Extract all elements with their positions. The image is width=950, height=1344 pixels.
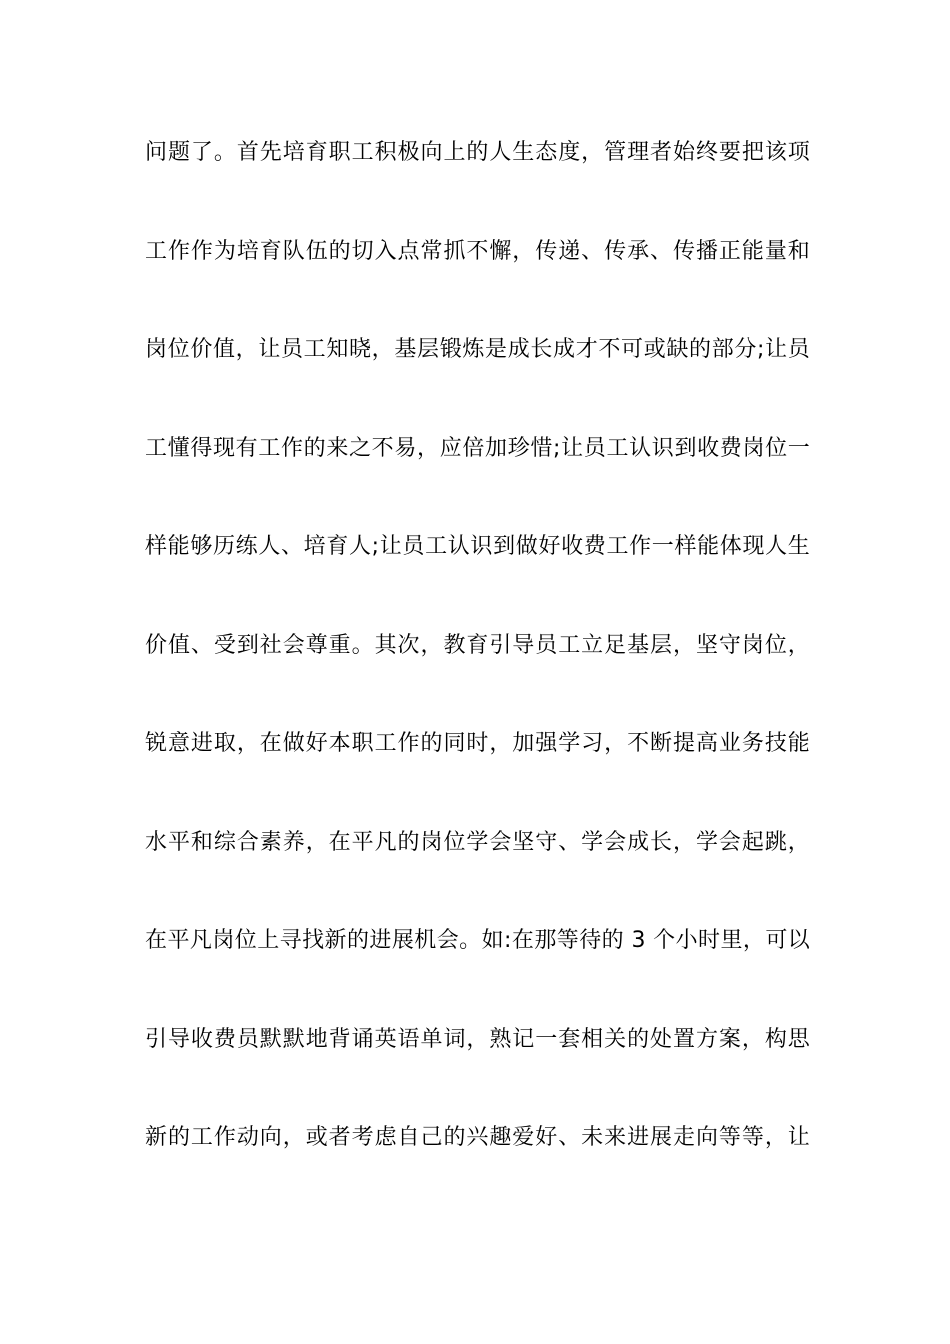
- text-line: 岗位价值，让员工知晓，基层锻炼是成长成才不可或缺的部分;让员: [145, 337, 810, 362]
- text-line: 工作作为培育队伍的切入点常抓不懈，传递、传承、传播正能量和: [145, 238, 810, 264]
- text-line: 水平和综合素养，在平凡的岗位学会坚守、学会成长，学会起跳，: [145, 829, 810, 855]
- text-line: 问题了。首先培育职工积极向上的人生态度，管理者始终要把该项: [145, 140, 810, 165]
- text-line: 新的工作动向，或者考虑自己的兴趣爱好、未来进展走向等等，让: [145, 1125, 810, 1150]
- text-line: 锐意进取，在做好本职工作的同时，加强学习，不断提高业务技能: [145, 731, 810, 756]
- text-line: 引导收费员默默地背诵英语单词，熟记一套相关的处置方案，构思: [145, 1026, 810, 1052]
- text-line: 在平凡岗位上寻找新的进展机会。如:在那等待的 3 个小时里，可以: [145, 928, 810, 953]
- text-line: 样能够历练人、培育人;让员工认识到做好收费工作一样能体现人生: [145, 534, 810, 559]
- body-text: [145, 129, 810, 1213]
- text-line: 价值、受到社会尊重。其次，教育引导员工立足基层，坚守岗位，: [145, 632, 810, 658]
- text-line: 工懂得现有工作的来之不易，应倍加珍惜;让员工认识到收费岗位一: [145, 435, 810, 461]
